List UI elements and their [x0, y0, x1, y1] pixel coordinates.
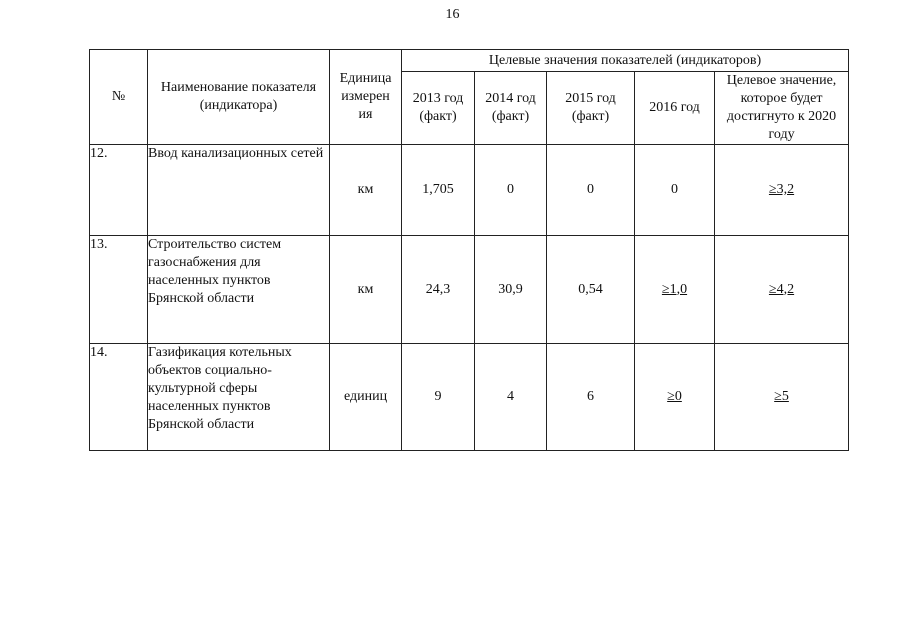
table-row	[90, 236, 849, 344]
page-number: 16	[445, 7, 460, 22]
value-2013: 24,3	[402, 236, 475, 344]
indicator-name: Строительство систем газоснабжения для населенных пунктов Брянской области	[148, 236, 330, 344]
header-2013: 2013 год (факт)	[402, 72, 475, 145]
table-body	[90, 145, 849, 451]
table-row	[90, 145, 849, 236]
indicator-name: Газификация котельных объектов социально-культурной сферы населенных пунктов Брянской области	[148, 344, 330, 451]
unit-cell: км	[330, 236, 402, 344]
value-2016: 0	[635, 145, 715, 236]
value-2016: ≥1,0	[635, 236, 715, 344]
header-2015: 2015 год (факт)	[547, 72, 635, 145]
header-target-2020: Целевое значение, которое будет достигнуто к 2020 году	[715, 72, 849, 145]
value-target-2020: ≥4,2	[715, 236, 849, 344]
header-unit: Единица измерен ия	[330, 50, 402, 145]
value-2015: 0	[547, 145, 635, 236]
unit-cell: единиц	[330, 344, 402, 451]
indicator-name: Ввод канализационных сетей	[148, 145, 330, 236]
value-target-2020: ≥5	[715, 344, 849, 451]
row-number: 14.	[90, 344, 148, 451]
value-2013: 1,705	[402, 145, 475, 236]
table-row	[90, 344, 849, 451]
unit-cell: км	[330, 145, 402, 236]
header-2016: 2016 год	[635, 72, 715, 145]
value-2014: 4	[475, 344, 547, 451]
value-2016: ≥0	[635, 344, 715, 451]
row-number: 12.	[90, 145, 148, 236]
value-2015: 0,54	[547, 236, 635, 344]
value-2013: 9	[402, 344, 475, 451]
header-name: Наименование показателя (индикатора)	[148, 50, 330, 145]
indicators-table	[89, 49, 849, 451]
row-number: 13.	[90, 236, 148, 344]
header-target-group: Целевые значения показателей (индикаторов)	[402, 50, 849, 72]
value-2014: 30,9	[475, 236, 547, 344]
header-2014: 2014 год (факт)	[475, 72, 547, 145]
header-num: №	[90, 50, 148, 145]
value-2015: 6	[547, 344, 635, 451]
value-2014: 0	[475, 145, 547, 236]
value-target-2020: ≥3,2	[715, 145, 849, 236]
table-header	[90, 50, 849, 145]
